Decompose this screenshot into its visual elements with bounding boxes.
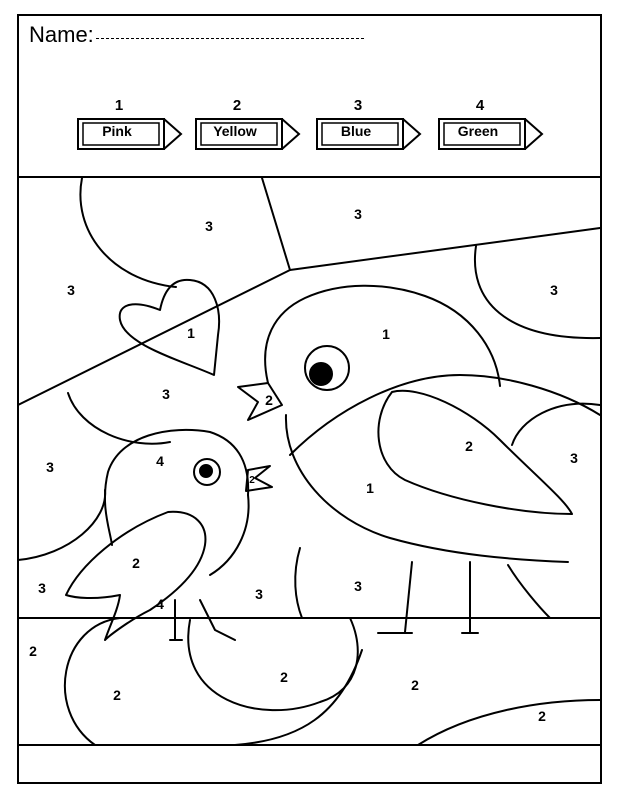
- name-label: Name:: [29, 22, 94, 47]
- region-number: 2: [265, 392, 273, 408]
- region-number: 1: [366, 480, 374, 496]
- region-number: 3: [46, 459, 54, 475]
- region-number: 4: [156, 596, 164, 612]
- region-number: 3: [255, 586, 263, 602]
- region-number: 4: [156, 453, 164, 469]
- region-number: 3: [205, 218, 213, 234]
- region-number: 1: [382, 326, 390, 342]
- region-number: 1: [187, 325, 195, 341]
- region-number: 3: [38, 580, 46, 596]
- key-number-green: 4: [475, 97, 485, 114]
- color-label-yellow: Yellow: [213, 123, 257, 139]
- region-number: 2: [538, 708, 546, 724]
- region-number: 3: [354, 206, 362, 222]
- region-number: 2: [411, 677, 419, 693]
- region-number: 3: [67, 282, 75, 298]
- color-label-blue: Blue: [340, 123, 372, 139]
- region-number: 3: [550, 282, 558, 298]
- color-label-green: Green: [457, 123, 499, 139]
- region-number: 2: [113, 687, 121, 703]
- key-number-blue: 3: [353, 97, 363, 114]
- key-number-pink: 1: [114, 97, 124, 114]
- region-number: 2: [132, 555, 140, 571]
- region-number: 2: [29, 643, 37, 659]
- region-number: 3: [354, 578, 362, 594]
- region-number: 2: [465, 438, 473, 454]
- region-number: 3: [162, 386, 170, 402]
- region-number: 2: [280, 669, 288, 685]
- region-number: 2: [249, 475, 255, 486]
- color-label-pink: Pink: [102, 123, 132, 139]
- key-number-yellow: 2: [232, 97, 242, 114]
- region-number: 3: [570, 450, 578, 466]
